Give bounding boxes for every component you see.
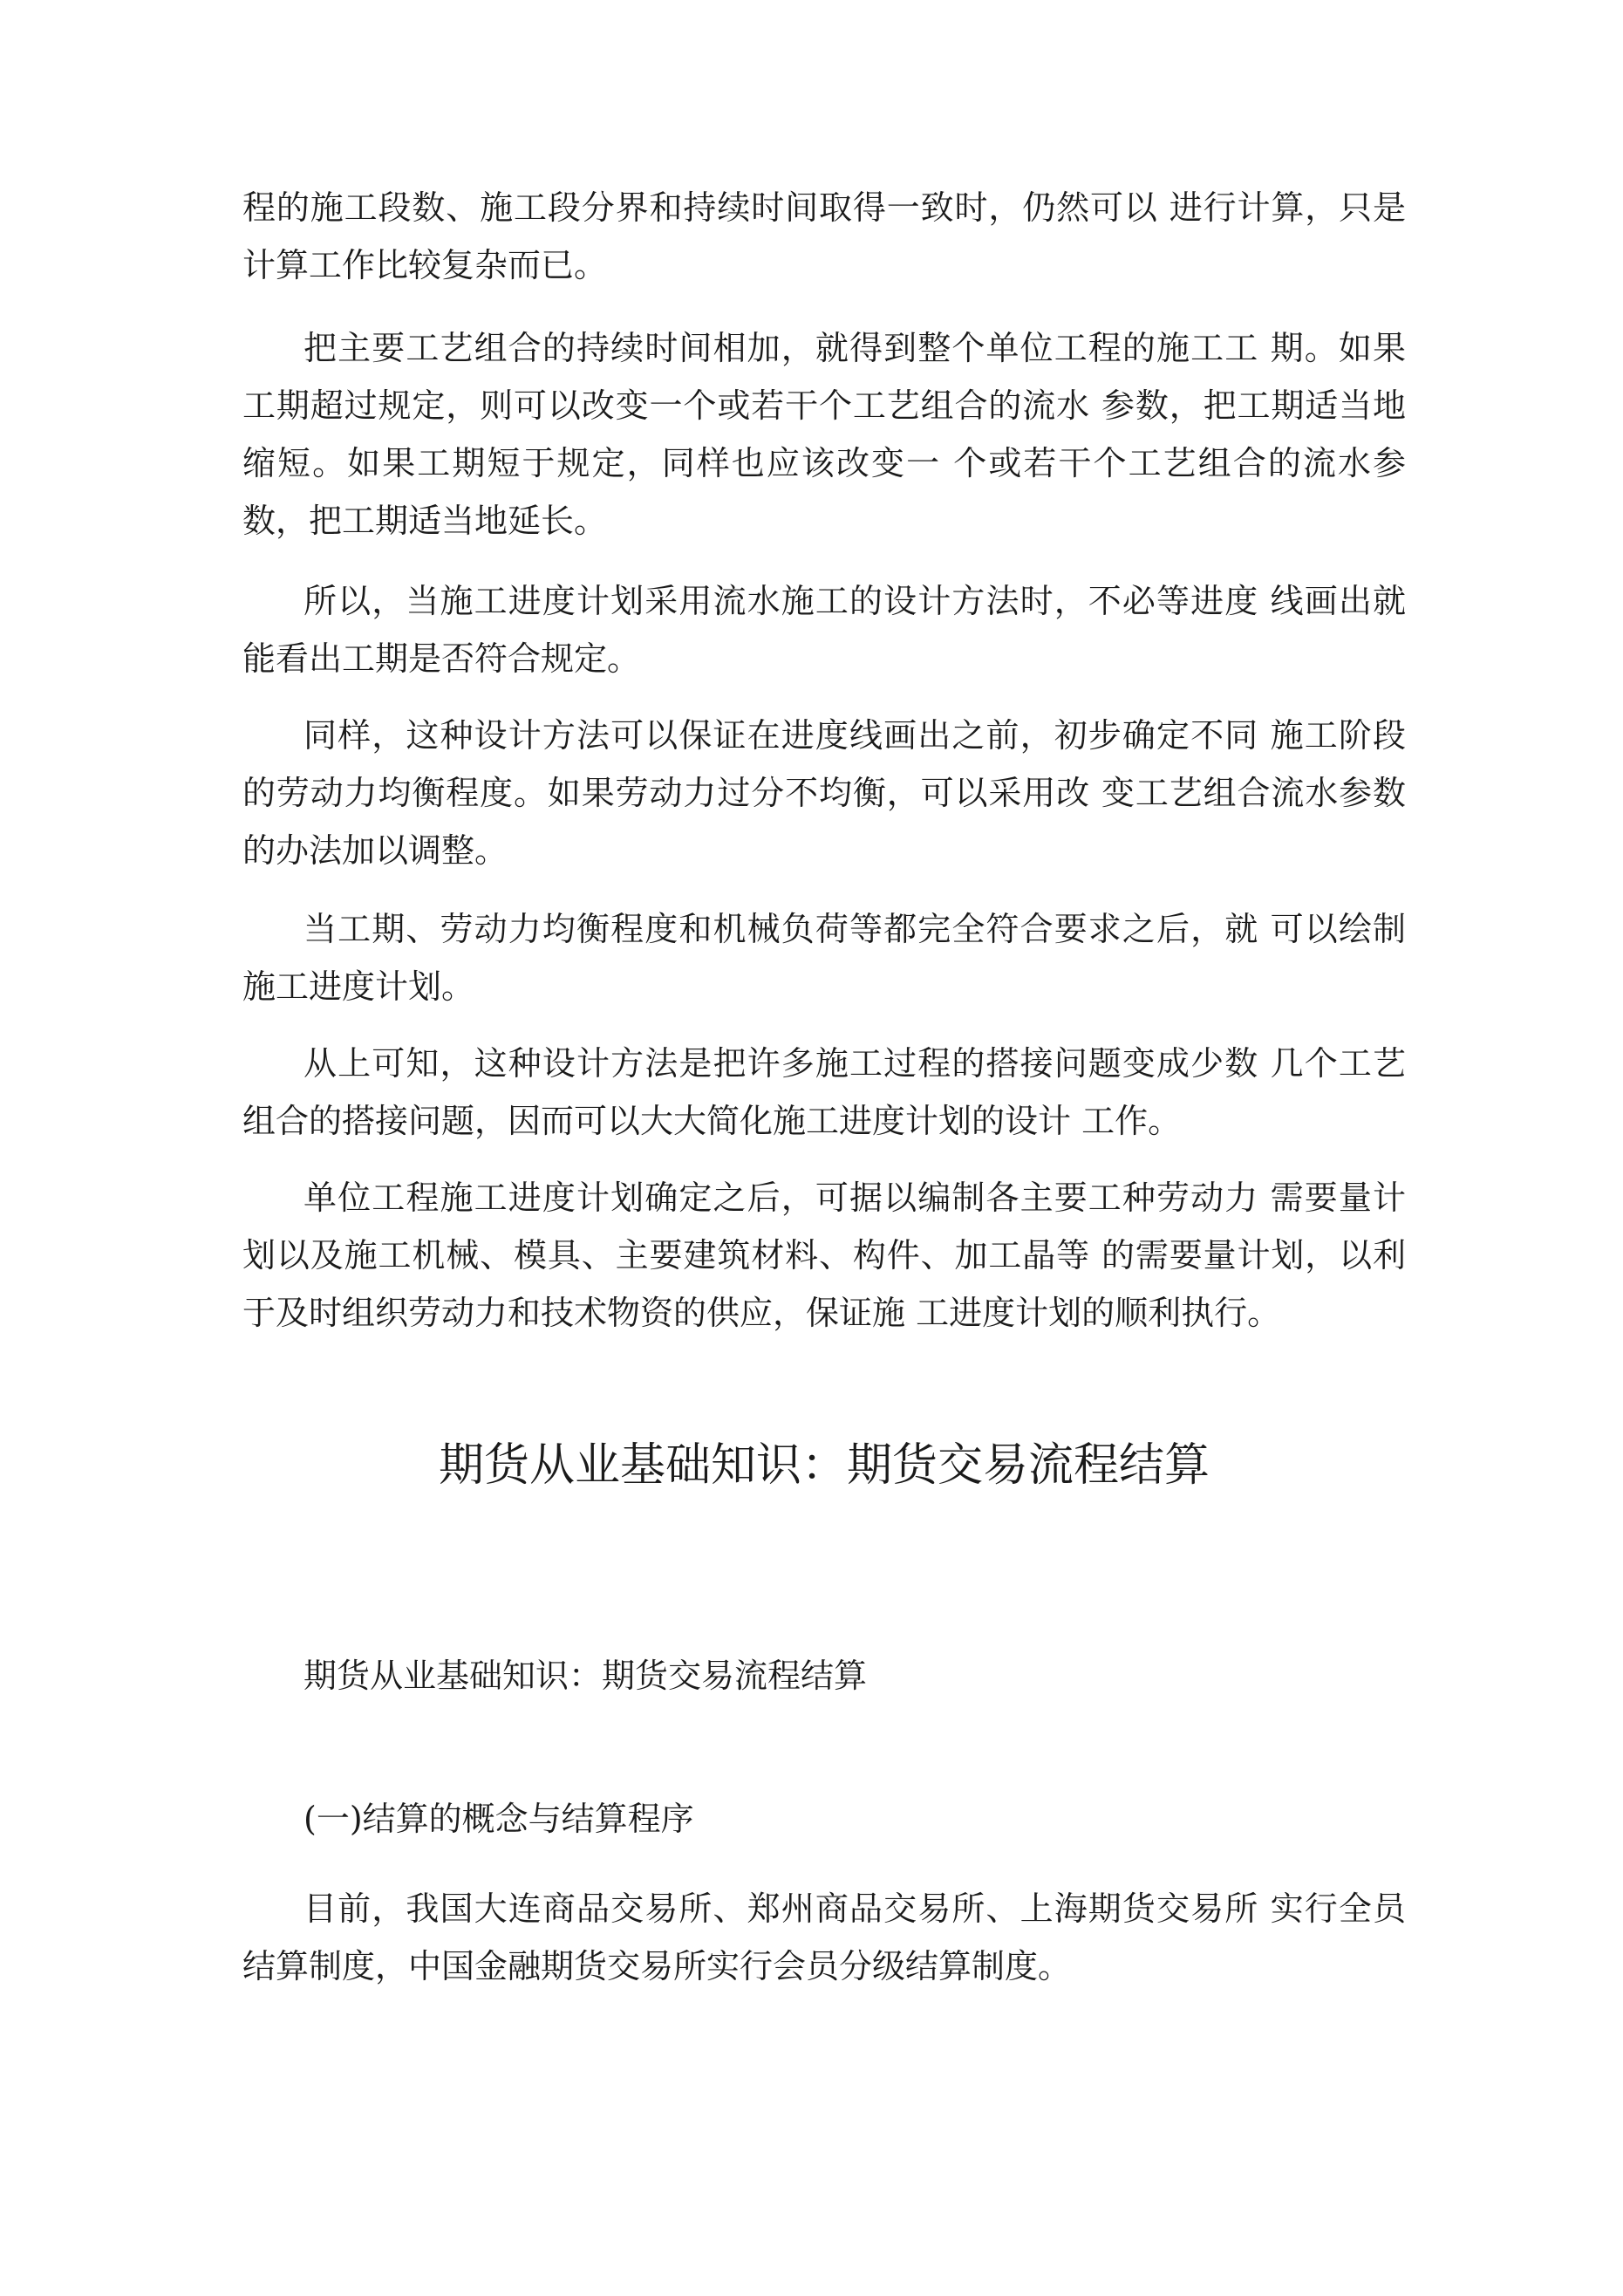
paragraph-4: 同样，这种设计方法可以保证在进度线画出之前，初步确定不同 施工阶段的劳动力均衡程度。如果劳动力过分不均衡，可以采用改 变工艺组合流水参数的办法加以调整。 (242, 716, 1406, 870)
paragraph-5: 当工期、劳动力均衡程度和机械负荷等都完全符合要求之后，就 可以绘制施工进度计划。 (242, 910, 1406, 1006)
paragraph-6: 从上可知，这种设计方法是把许多施工过程的搭接问题变成少数 几个工艺组合的搭接问题，因而可以大大简化施工进度计划的设计 工作。 (242, 1044, 1406, 1140)
paragraph-8: 目前，我国大连商品交易所、郑州商品交易所、上海期货交易所 实行全员结算制度，中国金融期货交易所实行会员分级结算制度。 (242, 1889, 1406, 1985)
paragraph-2: 把主要工艺组合的持续时间相加，就得到整个单位工程的施工工 期。如果工期超过规定，则可以改变一个或若干个工艺组合的流水 参数，把工期适当地缩短。如果工期短于规定，同样也应该改变一 个或若干个工艺组合的流水参数，把工期适当地延长。 (242, 329, 1406, 540)
paragraph-7: 单位工程施工进度计划确定之后，可据以编制各主要工种劳动力 需要量计划以及施工机械、模具、主要建筑材料、构件、加工晶等 的需要量计划，以利于及时组织劳动力和技术物资的供应，保证施 工进度计划的顺利执行。 (242, 1179, 1406, 1332)
section-title: (一)结算的概念与结算程序 (303, 1800, 694, 1838)
paragraph-3: 所以，当施工进度计划采用流水施工的设计方法时，不必等进度 线画出就能看出工期是否符合规定。 (242, 582, 1406, 678)
paragraph-1: 程的施工段数、施工段分界和持续时间取得一致时，仍然可以 进行计算，只是计算工作比较复杂而已。 (242, 188, 1406, 284)
subheading: 期货从业基础知识：期货交易流程结算 (303, 1657, 868, 1695)
page-title: 期货从业基础知识：期货交易流程结算 (438, 1439, 1210, 1492)
